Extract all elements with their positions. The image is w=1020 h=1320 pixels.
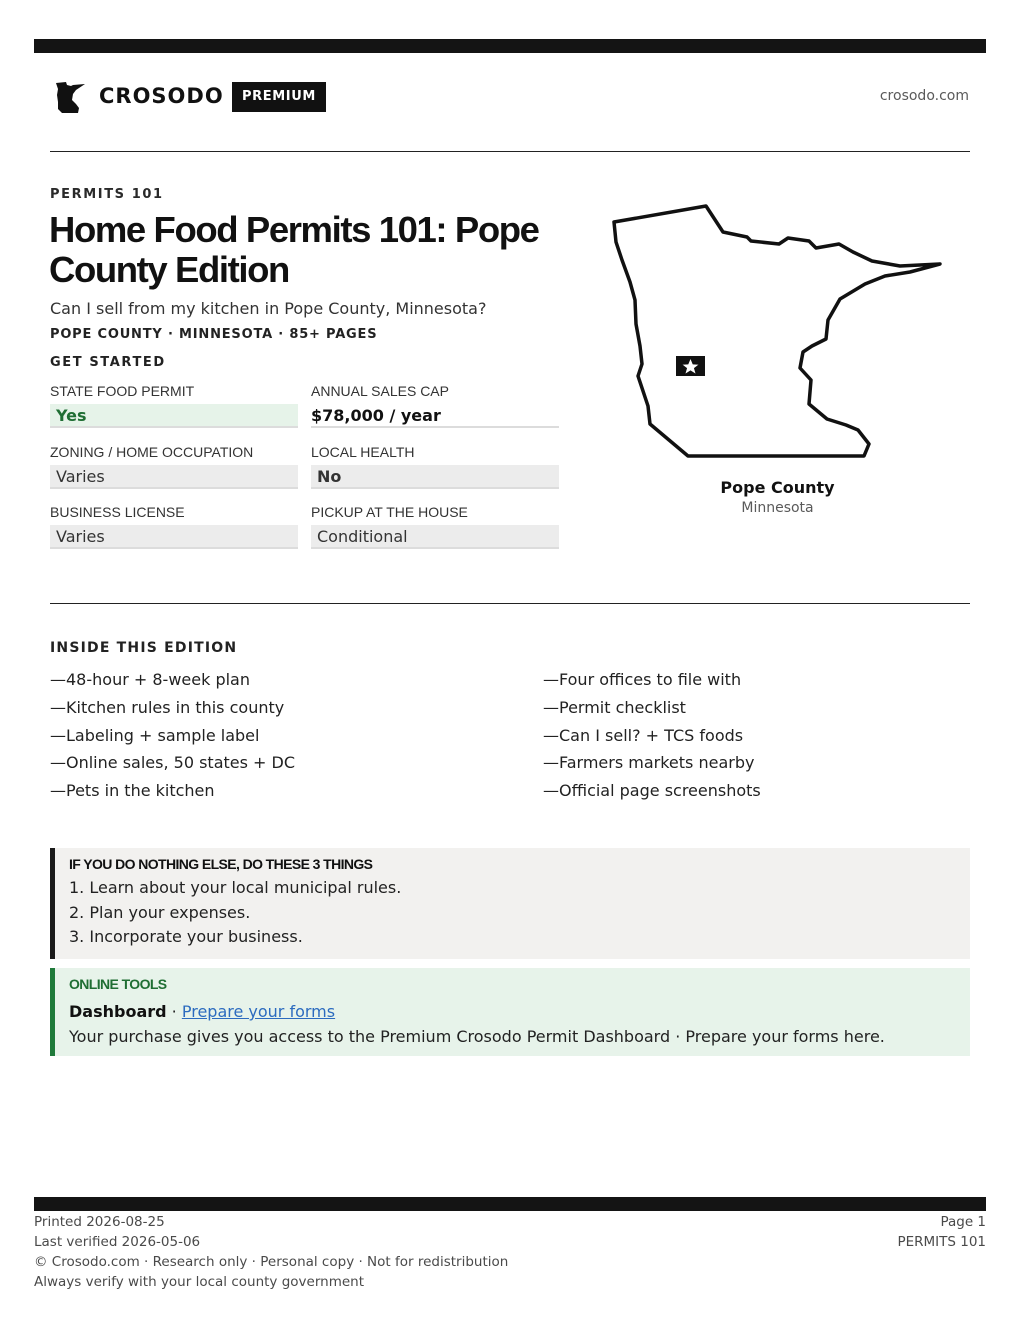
map-county-name: Pope County	[720, 478, 835, 497]
stat-value: Yes	[50, 404, 298, 428]
brand-name[interactable]: CROSODO	[99, 84, 224, 108]
stat-zoning	[50, 443, 298, 489]
contents-item: —Farmers markets nearby	[543, 753, 755, 773]
contents-item: —Official page screenshots	[543, 781, 761, 801]
stat-local-health	[311, 443, 559, 489]
stat-label: PICKUP AT THE HOUSE	[311, 504, 468, 520]
contents-item: —Labeling + sample label	[50, 725, 260, 745]
online-tools-callout	[50, 968, 970, 1056]
footer-section: PERMITS 101	[897, 1234, 986, 1250]
stat-business-license	[50, 503, 298, 549]
dashboard-label: Dashboard	[69, 1002, 167, 1021]
get-started-label: GET STARTED	[50, 355, 166, 370]
stat-label: ZONING / HOME OCCUPATION	[50, 444, 254, 460]
priorities-callout	[50, 848, 970, 959]
state-outline	[614, 206, 940, 456]
tools-line	[69, 1000, 970, 1024]
prepare-forms-link[interactable]: Prepare your forms	[181, 1002, 336, 1021]
site-url[interactable]: crosodo.com	[879, 88, 969, 104]
page-number: Page 1	[940, 1214, 986, 1230]
stat-pickup	[311, 503, 559, 549]
eyebrow-label: PERMITS 101	[50, 187, 164, 202]
contents-item: —Can I sell? + TCS foods	[543, 725, 744, 745]
contents-heading: INSIDE THIS EDITION	[50, 640, 238, 656]
priority-item: 1. Learn about your local municipal rules.	[69, 878, 402, 897]
page-subtitle: Can I sell from my kitchen in Pope County, Minnesota?	[50, 299, 487, 318]
stat-value: Varies	[50, 525, 298, 549]
contents-item: —Kitchen rules in this county	[50, 697, 285, 717]
contents-list-left	[50, 666, 295, 805]
contents-item: —Online sales, 50 states + DC	[50, 753, 296, 773]
footer-left	[34, 1212, 508, 1292]
top-rule-bar	[34, 39, 986, 53]
tools-separator: ·	[166, 1002, 182, 1021]
priority-item: 2. Plan your expenses.	[69, 902, 251, 922]
contents-item: —Permit checklist	[543, 697, 686, 717]
priorities-list	[69, 876, 970, 950]
section-divider	[50, 603, 970, 604]
stat-label: STATE FOOD PERMIT	[50, 383, 195, 399]
verified-date: Last verified 2026-05-06	[34, 1234, 201, 1250]
copyright-notice: © Crosodo.com · Research only · Personal copy · Not for redistribution	[34, 1254, 509, 1270]
edition-meta: POPE COUNTY · MINNESOTA · 85+ PAGES	[50, 327, 378, 342]
map-state-name: Minnesota	[741, 500, 814, 516]
stat-state-food-permit	[50, 382, 298, 428]
contents-item: —Four offices to file with	[543, 670, 742, 689]
stat-value: No	[311, 465, 559, 489]
header-divider	[50, 151, 970, 152]
minnesota-outline-icon	[54, 80, 86, 114]
contents-item: —Pets in the kitchen	[50, 781, 215, 801]
online-tools-title: ONLINE TOOLS	[69, 976, 167, 992]
stat-value: Varies	[50, 465, 298, 489]
page-title: Home Food Permits 101: Pope County Edition	[49, 209, 539, 290]
stat-label: ANNUAL SALES CAP	[311, 383, 449, 399]
stat-value: $78,000 / year	[311, 404, 559, 428]
stat-label: BUSINESS LICENSE	[50, 504, 185, 520]
stat-label: LOCAL HEALTH	[311, 444, 415, 460]
verify-disclaimer: Always verify with your local county government	[34, 1274, 364, 1290]
contents-list-right	[543, 666, 761, 805]
premium-badge: PREMIUM	[232, 82, 326, 112]
printed-date: Printed 2026-08-25	[34, 1214, 165, 1230]
state-map	[600, 196, 950, 466]
stat-value: Conditional	[311, 525, 559, 549]
priorities-title: IF YOU DO NOTHING ELSE, DO THESE 3 THINGS	[69, 856, 373, 872]
priority-item: 3. Incorporate your business.	[69, 927, 303, 946]
contents-item: —48-hour + 8-week plan	[50, 670, 250, 689]
tools-description: Your purchase gives you access to the Premium Crosodo Permit Dashboard · Prepare your forms here.	[69, 1027, 885, 1046]
stat-annual-sales-cap	[311, 382, 559, 428]
bottom-rule-bar	[34, 1197, 986, 1211]
footer-right	[897, 1212, 986, 1252]
